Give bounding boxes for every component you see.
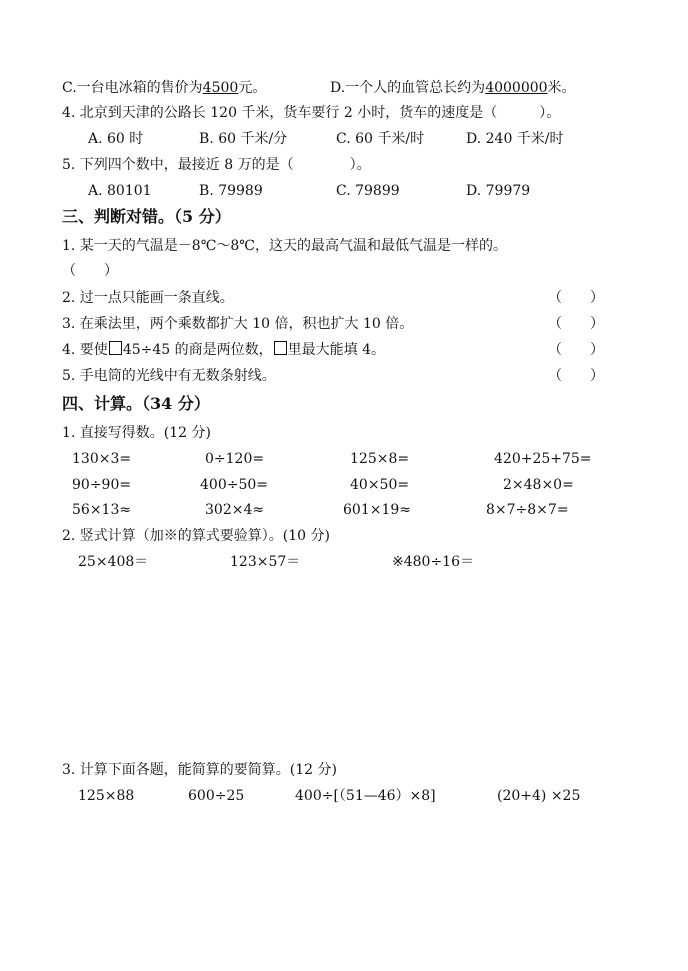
judge-item-4-paren: （ ）: [548, 342, 604, 358]
section-4-title: 四、计算。（34 分）: [62, 394, 210, 413]
judge-item-1: 1. 某一天的气温是－8℃～8℃，这天的最高气温和最低气温是一样的。: [62, 238, 507, 254]
blank-box: [274, 341, 287, 355]
question-5-stem: 5. 下列四个数中，最接近 8 万的是（ ）。: [62, 157, 371, 173]
judge-item-3: 3. 在乘法里，两个乘数都扩大 10 倍，积也扩大 10 倍。: [62, 316, 414, 332]
judge-item-5-paren: （ ）: [548, 368, 604, 384]
simplify-calc-item: 400÷[（51—46）×8]: [295, 788, 436, 804]
q5-option-b: B. 79989: [199, 183, 263, 199]
question-4-stem: 4. 北京到天津的公路长 120 千米，货车要行 2 小时，货车的速度是（ ）。: [62, 105, 561, 121]
judge-item-3-paren: （ ）: [548, 316, 604, 332]
mental-calc-item: 40×50=: [350, 477, 410, 493]
q3-option-c: C.一台电冰箱的售价为4500元。: [62, 80, 267, 96]
mental-calc-item: 601×19≈: [343, 502, 411, 518]
mental-calc-item: 90÷90=: [72, 477, 132, 493]
judge-item-4: 4. 要使 45÷45 的商是两位数， 里最大能填 4。: [62, 342, 385, 358]
judge-item-2-paren: （ ）: [548, 290, 604, 306]
simplify-calc-item: 125×88: [78, 788, 135, 804]
blank-box: [109, 341, 122, 355]
q5-option-a: A. 80101: [88, 183, 152, 199]
simplify-calc-item: 600÷25: [188, 788, 245, 804]
judge-item-1-paren: （ ）: [62, 263, 118, 279]
mental-calc-item: 56×13≈: [72, 502, 132, 518]
q5-option-c: C. 79899: [336, 183, 400, 199]
mental-calc-item: 125×8=: [350, 451, 410, 467]
vertical-calc-item: 123×57＝: [230, 554, 301, 570]
judge-item-5: 5. 手电筒的光线中有无数条射线。: [62, 368, 276, 384]
mental-calc-item: 0÷120=: [205, 451, 265, 467]
mental-calc-item: 400÷50=: [200, 477, 268, 493]
mental-calc-item: 302×4≈: [205, 502, 265, 518]
mental-calc-item: 420+25+75=: [494, 451, 592, 467]
calc-part-3-title: 3. 计算下面各题，能简算的要简算。(12 分): [62, 762, 337, 778]
calc-part-2-title: 2. 竖式计算（加※的算式要验算）。(10 分): [62, 528, 330, 544]
mental-calc-item: 2×48×0=: [503, 477, 574, 493]
q5-option-d: D. 79979: [466, 183, 531, 199]
calc-part-1-title: 1. 直接写得数。(12 分): [62, 425, 211, 441]
q4-option-b: B. 60 千米/分: [199, 131, 288, 147]
q3-option-d: D.一个人的血管总长约为4000000米。: [330, 80, 576, 96]
mental-calc-item: 8×7÷8×7=: [486, 502, 569, 518]
q4-option-a: A. 60 时: [88, 131, 144, 147]
judge-item-2: 2. 过一点只能画一条直线。: [62, 290, 234, 306]
simplify-calc-item: (20+4) ×25: [497, 788, 581, 804]
vertical-calc-item: 25×408＝: [78, 554, 149, 570]
q4-option-c: C. 60 千米/时: [336, 131, 425, 147]
vertical-calc-item: ※480÷16＝: [392, 554, 474, 570]
q4-option-d: D. 240 千米/时: [466, 131, 564, 147]
mental-calc-item: 130×3=: [72, 451, 132, 467]
section-3-title: 三、判断对错。（5 分）: [62, 207, 231, 226]
